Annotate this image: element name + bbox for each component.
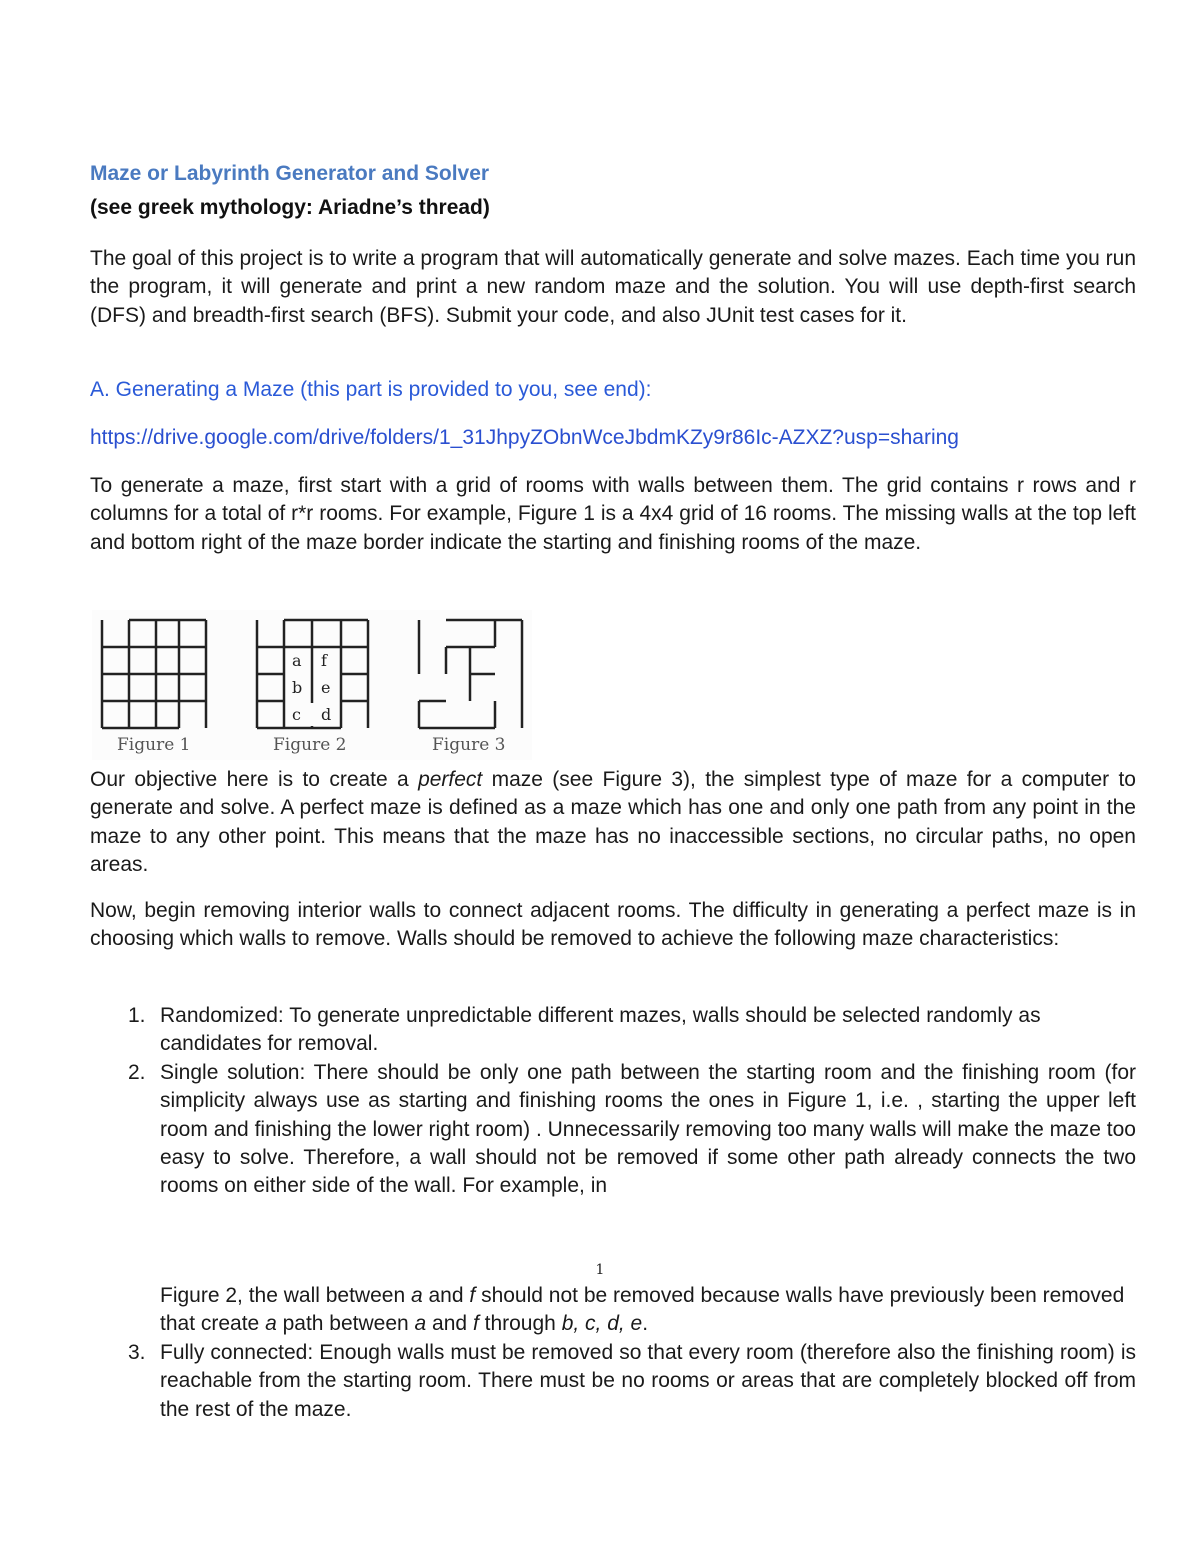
list-item-number: 2. [128, 1060, 146, 1084]
intro-paragraph: The goal of this project is to write a program that will automatically generate and solve mazes. Each time you run the program, it will generate and print a new random maze and the solution. You will use depth-first search (DFS) and breadth-first search (BFS). Submit your code, and also JUnit test cases for it. [90, 247, 1136, 327]
cont-text: Figure 2, the wall between [160, 1284, 411, 1307]
cont-em-a: a [410, 1284, 423, 1307]
cont-em-bcde: b, c, d, e [561, 1312, 643, 1336]
page-number: 1 [595, 1262, 605, 1278]
list-item-text: Single solution: There should be only one path between the starting room and the finishing room (for simplicity always use as starting and finishing rooms the ones in Figure 1, i.e. , starting the upper left room and finishing the lower right room) . Unnecessarily removing too many walls will make the maze too easy to solve. Therefore, a wall should not be removed if some other path already connects the two rooms on either side of the wall. For example, in [160, 1060, 1136, 1198]
cont-text: should not be removed because walls have previously been removed that create [160, 1284, 1125, 1336]
objective-emphasis: perfect [418, 768, 483, 791]
cont-em-a: a [265, 1312, 277, 1336]
drive-link[interactable]: https://drive.google.com/drive/folders/1_31JhpyZObnWceJbdmKZy9r86Ic-AZXZ?usp=sharing [90, 426, 959, 449]
section-a-heading: A. Generating a Maze (this part is provided to you, see end): [90, 378, 652, 401]
figure-2-letter-f: f [321, 651, 327, 670]
document-title: Maze or Labyrinth Generator and Solver [90, 162, 490, 185]
characteristics-list-continued [128, 1339, 1136, 1424]
figure-2-letter-d: d [321, 705, 332, 724]
figure-2-letter-b: b [292, 678, 303, 697]
cont-text: . [642, 1312, 649, 1336]
list-item [128, 1002, 1136, 1059]
cont-text: and [426, 1312, 473, 1336]
figure-1-caption: Figure 1 [117, 735, 191, 755]
cont-em-a: a [414, 1312, 427, 1336]
figure-2-letter-c: c [292, 705, 301, 724]
cont-text: through [478, 1312, 562, 1336]
list-item-text: Fully connected: Enough walls must be removed so that every room (therefore also the finishing room) is reachable from the starting room. There must be no rooms or areas that are completely blocked off from the rest of the maze. [160, 1341, 1136, 1421]
list-item [128, 1339, 1136, 1424]
characteristics-list [128, 1002, 1136, 1201]
figure-2-letter-e: e [321, 678, 331, 697]
figure-3-caption: Figure 3 [432, 735, 506, 755]
document-subtitle: (see greek mythology: Ariadne’s thread) [90, 196, 490, 219]
maze-figures [92, 610, 532, 760]
objective-text-after: maze (see Figure 3), the simplest type of maze for a computer to generate and solve. A perfect maze is defined as a maze which has one and only one path from any point in the maze to any other point. This means that the maze has no inaccessible sections, no circular paths, no open areas. [90, 768, 1136, 877]
objective-paragraph [90, 766, 1136, 880]
figure-2-caption: Figure 2 [273, 735, 347, 755]
cont-em-f: f [469, 1284, 476, 1307]
objective-text-before: Our objective here is to create a [90, 768, 419, 791]
cont-text: path between [276, 1312, 415, 1336]
cont-em-f: f [472, 1312, 479, 1336]
list-item-text: Randomized: To generate unpredictable different mazes, walls should be selected randomly as candidates for removal. [160, 1004, 1041, 1056]
list-item-number: 1. [128, 1004, 146, 1027]
removing-paragraph: Now, begin removing interior walls to connect adjacent rooms. The difficulty in generating a perfect maze is in choosing which walls to remove. Walls should be removed to achieve the following maze characteristics: [90, 899, 1136, 951]
list-item-number: 3. [128, 1341, 146, 1364]
list-item-2-continuation [160, 1282, 1136, 1339]
grid-paragraph: To generate a maze, first start with a grid of rooms with walls between them. The grid contains r rows and r columns for a total of r*r rooms. For example, Figure 1 is a 4x4 grid of 16 rooms. The missing walls at the top left and bottom right of the maze border indicate the starting and finishing rooms of the maze. [90, 474, 1136, 554]
cont-text: and [422, 1284, 470, 1307]
figure-2-letter-a: a [292, 651, 302, 670]
list-item [128, 1059, 1136, 1201]
